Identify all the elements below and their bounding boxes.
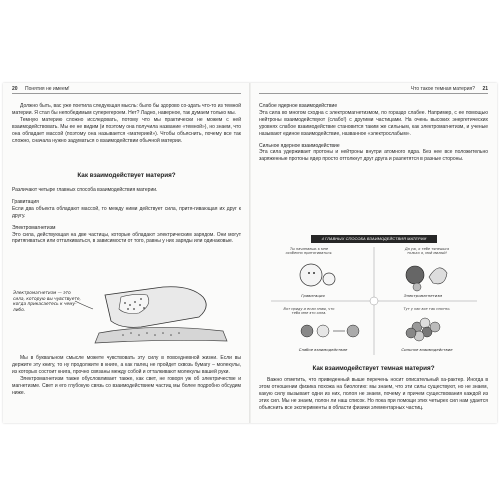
header-rule-right (259, 93, 488, 94)
section-heading-right: Как взаимодействует темная материя? (312, 365, 435, 372)
running-title-right: Что такое темная материя? (410, 86, 475, 92)
dark-matter-text (259, 377, 488, 412)
diagram-title: 4 ГЛАВНЫХ СПОСОБА ВЗАИМОДЕЙСТВИЯ МАТЕРИИ (311, 235, 437, 243)
paragraph: Мы в буквальном смысле можете чувствовать эту силу в повседневной жизни. Если вы держите эту книгу, то ну продолжите в книге, а как палец не пройдет сквозь бумагу – молекулы, из которых состоит книга, прочно связаны между собой и отталкивают молекулы вашей руки. (12, 355, 241, 375)
forces-text (12, 187, 241, 245)
intro-text (12, 103, 241, 144)
running-title-left: Понятия не имеем! (25, 86, 70, 92)
bubble-em: Да уж, к тебе тянешься только я, мой милый! (404, 247, 450, 256)
label-em: Электромагнетизм (403, 293, 443, 298)
page-number-right: 21 (482, 86, 488, 92)
label-gravity: Гравитация (301, 293, 325, 298)
bubble-gravity: Ты начинаешь к мне особенно притягиваться. (285, 247, 333, 256)
bubble-strong: Тут у нас все так плотно. (403, 307, 451, 311)
finger-drawing (13, 283, 239, 345)
strong-subheading: Сильное ядерное взаимодействие (259, 142, 340, 149)
paragraph: Это сила, действующая на две частицы, которые обладают электрическим зарядом. Они могут притягиваться или отталкиваться, в зависимости от того, равны у них заряды или одинаковые. (12, 231, 241, 245)
four-forces-diagram (267, 235, 481, 357)
weak-force-text (259, 103, 488, 163)
paragraph: Важно отметить, что приведенный выше перечень носит описательный ха-рактер. Иногда в этом отношении физика похожа на биологию: мы знаем, что эти силы существуют, но не знаем, какую силу вызывает одни из них, полоя не знаем, почему и причем существования каждой из этих сил. Мы не знаем, полон ли наш список. Но пока при помощи этих четырех сил нам удается объяснить все эксперименты в области физики элементарных частиц. (259, 377, 488, 411)
paragraph: Если два объекта обладают массой, то между ними действует сила, притя-гивающая их друг к другу. (12, 205, 241, 219)
label-weak: Слабое взаимодействие (298, 347, 348, 352)
em-subheading: Электромагнетизм (12, 224, 56, 231)
paragraph: Темную материю сложно исследовать, потому что мы практически не можем с ней взаимодействовать. Мы ее не видим (и поэтому она получила название «темной»), но знаем, что она обладает массой (поэтому она называется «материей»). Чтобы объяснить, почему все так сложно, сначала нужно задуматься о взаимодействии обычной материи. (12, 116, 241, 144)
paragraph: Электромагнетизм также обусловливает также, как свет, не говоря уж об электричестве и магнетизме. Свет и его глубокую связь со взаимодействием частиц мы более подробно обсудим ниже. (12, 375, 241, 396)
bubble-weak: Вот приду и если знаю, что тебя мне это сила. (283, 307, 335, 316)
finger-illustration (13, 283, 239, 345)
section-heading-left: Как взаимодействует материя? (77, 172, 176, 179)
illustration-note: Электромагнетизм — это сила, которую вы чувствуете, когда прикасаетесь к чему-либо. (13, 291, 81, 313)
book-spread (3, 83, 497, 423)
right-page (251, 83, 497, 423)
weak-subheading: Слабое ядерное взаимодействие (259, 103, 338, 109)
paragraph: Должно быть, вас уже поетила следующая мысль: было бы здорово со-здать что-то из темной материи. Я стал бы непобедимым суперегероем. Нет? Ладно, наверное, так думаем только мы. (12, 103, 241, 116)
outro-text (12, 355, 241, 396)
paragraph: Эта сила удерживает протоны и нейтроны внутри атомного ядра. Без нее все положительно заряженные протоны ядер просто оттолкнут друг друга и разлетятся в разные стороны. (259, 149, 488, 163)
label-strong: Сильное взаимодействие (401, 347, 453, 352)
gravity-subheading: Гравитация (12, 198, 39, 205)
paragraph: Различают четыре главных способа взаимодействия материи. (12, 187, 158, 193)
header-rule-left (12, 93, 241, 94)
paragraph: Эта сила во многом сходна с электромагнетизмом, по гораздо слабее. Например, с ее помощью нейтроны взаимодействуют (слабо!) с другими частицами. На очень высоких энергетических уровнях слабое взаимодействие становится таким же сильным, как электромагнетизм, и ученые называют единое взаимодействие, названное «электрослабым». (259, 109, 488, 137)
page-number-left: 20 (12, 86, 18, 92)
left-page (3, 83, 249, 423)
